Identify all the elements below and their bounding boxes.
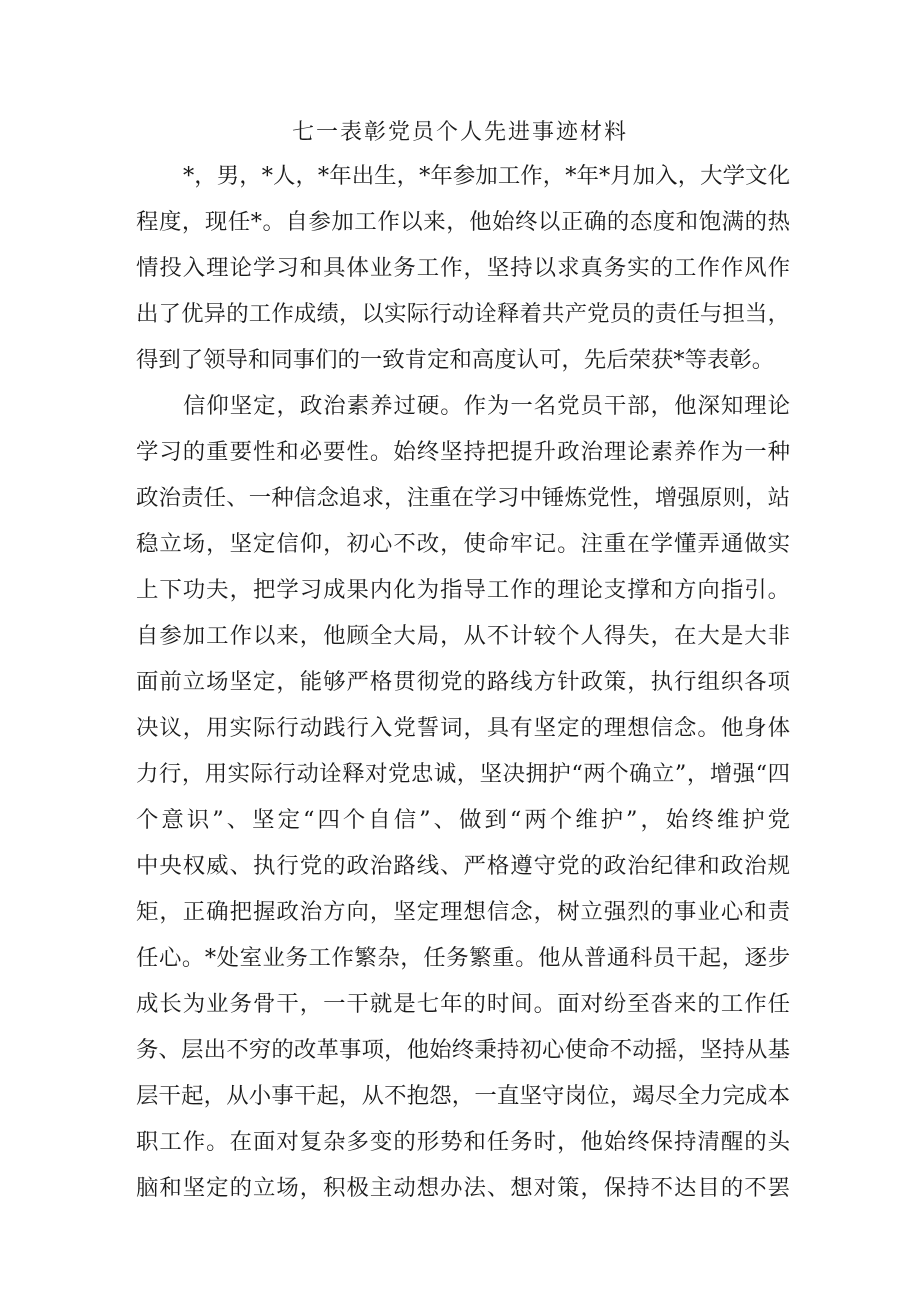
paragraph-1-line: 情投入理论学习和具体业务工作，坚持以求真务实的工作作风作 <box>136 255 790 281</box>
paragraph-2-line: 力行，用实际行动诠释对党忠诚，坚决拥护“两个确立”，增强“四 <box>136 761 790 787</box>
paragraph-1-line: 出了优异的工作成绩，以实际行动诠释着共产党员的责任与担当， <box>136 301 790 327</box>
paragraph-2-line: 学习的重要性和必要性。始终坚持把提升政治理论素养作为一种 <box>136 439 790 465</box>
paragraph-2-line: 职工作。在面对复杂多变的形势和任务时，他始终保持清醒的头 <box>136 1129 790 1155</box>
paragraph-2-line: 信仰坚定，政治素养过硬。作为一名党员干部，他深知理论 <box>183 393 790 419</box>
paragraph-2-line: 上下功夫，把学习成果内化为指导工作的理论支撑和方向指引。 <box>136 577 790 603</box>
paragraph-2-line: 脑和坚定的立场，积极主动想办法、想对策，保持不达目的不罢 <box>136 1175 790 1201</box>
paragraph-2-line: 稳立场，坚定信仰，初心不改，使命牢记。注重在学懂弄通做实 <box>136 531 790 557</box>
paragraph-1-line: 得到了领导和同事们的一致肯定和高度认可，先后荣获*等表彰。 <box>136 347 775 373</box>
paragraph-2-line: 自参加工作以来，他顾全大局，从不计较个人得失，在大是大非 <box>136 623 790 649</box>
paragraph-2-line: 矩，正确把握政治方向，坚定理想信念，树立强烈的事业心和责 <box>136 899 790 925</box>
paragraph-2-line: 决议，用实际行动践行入党誓词，具有坚定的理想信念。他身体 <box>136 715 790 741</box>
paragraph-2-line: 政治责任、一种信念追求，注重在学习中锤炼党性，增强原则，站 <box>136 485 790 511</box>
paragraph-2-line: 任心。*处室业务工作繁杂，任务繁重。他从普通科员干起，逐步 <box>136 945 790 971</box>
paragraph-1-line: 程度，现任*。自参加工作以来，他始终以正确的态度和饱满的热 <box>136 209 790 235</box>
paragraph-2-line: 中央权威、执行党的政治路线、严格遵守党的政治纪律和政治规 <box>136 853 790 879</box>
paragraph-2-line: 层干起，从小事干起，从不抱怨，一直坚守岗位，竭尽全力完成本 <box>136 1083 790 1109</box>
paragraph-2-line: 个意识”、坚定“四个自信”、做到“两个维护”，始终维护党 <box>136 807 790 833</box>
paragraph-1-line: *，男，*人，*年出生，*年参加工作，*年*月加入，大学文化 <box>183 163 790 189</box>
paragraph-2-line: 面前立场坚定，能够严格贯彻党的路线方针政策，执行组织各项 <box>136 669 790 695</box>
document-title: 七一表彰党员个人先进事迹材料 <box>291 120 628 145</box>
paragraph-2-line: 成长为业务骨干，一干就是七年的时间。面对纷至沓来的工作任 <box>136 991 790 1017</box>
paragraph-2-line: 务、层出不穷的改革事项，他始终秉持初心使命不动摇，坚持从基 <box>136 1037 790 1063</box>
